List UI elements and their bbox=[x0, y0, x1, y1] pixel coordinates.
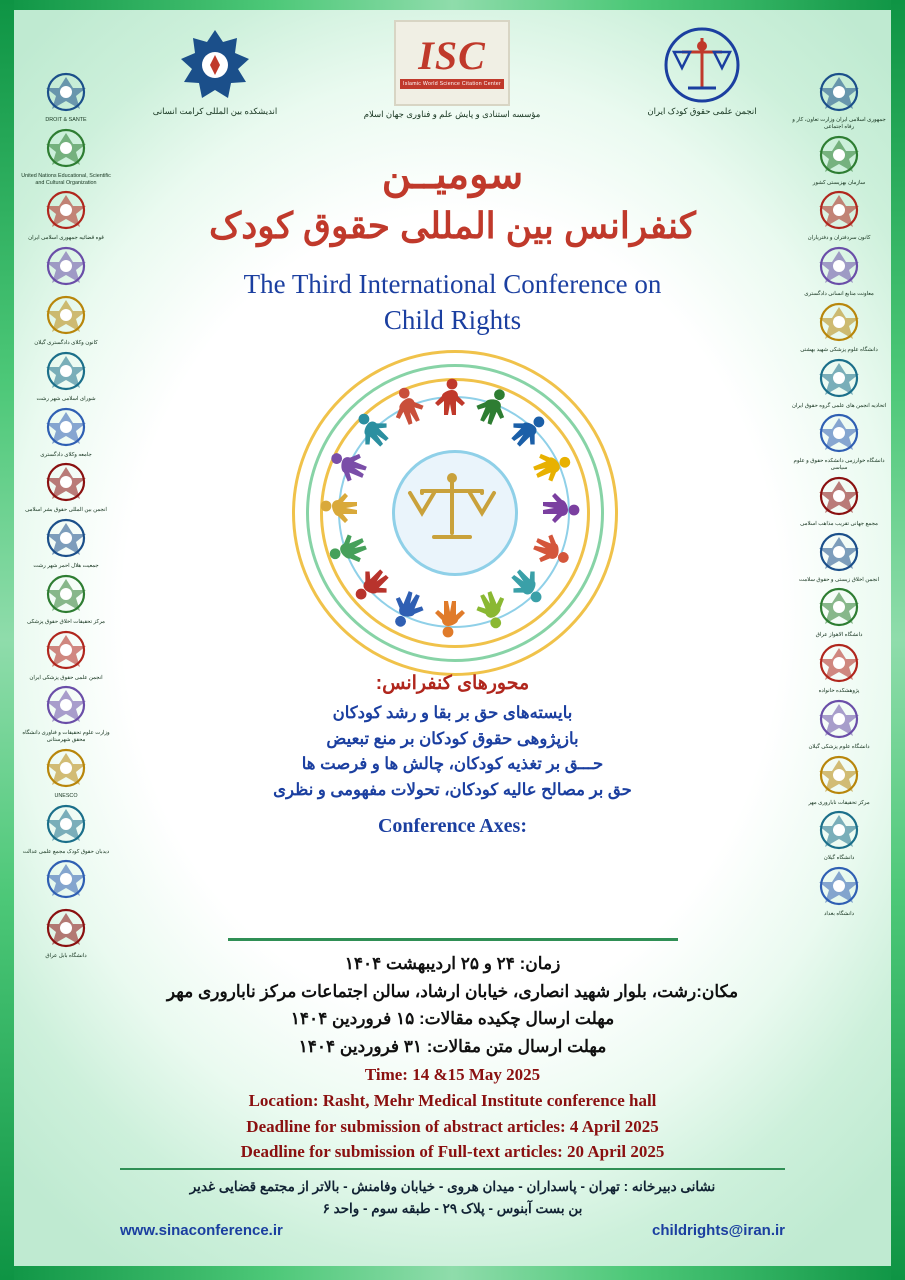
abstract-deadline-en: Deadline for submission of abstract articles: 4 April 2025 bbox=[246, 1116, 659, 1136]
child-figure-icon bbox=[319, 489, 357, 527]
email-link[interactable]: childrights@iran.ir bbox=[652, 1222, 785, 1239]
left-logo-14-caption: دیدبان حقوق کودک مجمع علمی عدالت bbox=[22, 848, 110, 855]
right-logo-5-caption: دانشگاه علوم پزشکی شهید بهشتی bbox=[800, 346, 878, 353]
axes-title-fa: محورهای کنفرانس: bbox=[375, 673, 530, 694]
event-location-fa: مکان:رشت، بلوار شهید انصاری، خیابان ارشاد، سالن اجتماعات مرکز ناباروری مهر bbox=[166, 981, 739, 1001]
red-crescent-icon bbox=[40, 516, 92, 562]
right-logo-12-caption: دانشگاه علوم پزشکی گیلان bbox=[808, 743, 870, 750]
header-logos bbox=[120, 20, 785, 140]
scales-book-icon bbox=[40, 857, 92, 903]
right-logo-11-caption: پژوهشکده خانواده bbox=[818, 688, 860, 694]
right-logo-10-caption: دانشگاه الاهواز عراق bbox=[815, 632, 863, 639]
address-line-2: بن بست آبنوس - پلاک ۲۹ - طبقه سوم - واحد ۶ bbox=[322, 1200, 583, 1216]
header-logo-isc-caption: مؤسسه استنادی و پایش علم و فناوری جهان اسلام bbox=[363, 109, 541, 119]
header-logo-3 bbox=[607, 24, 797, 117]
event-info-en bbox=[0, 1062, 905, 1165]
abstract-deadline-fa: مهلت ارسال چکیده مقالات: ۱۵ فروردین ۱۴۰۴ bbox=[290, 1009, 615, 1029]
left-logo-12-caption: وزارت علوم تحقیقات و فناوری دانشگاه محقق شهرستانی bbox=[22, 730, 110, 743]
calligraphy-emblem-icon bbox=[40, 405, 92, 451]
right-logo-7-caption: دانشگاه خوارزمی دانشکده حقوق و علوم سیاسی bbox=[793, 458, 885, 471]
right-logo-8-caption: مجمع جهانی تقریب مذاهب اسلامی bbox=[800, 520, 878, 527]
isc-logo-text: ISC bbox=[418, 33, 486, 78]
axes-item-1: بایسته‌های حق بر بقا و رشد کودکان bbox=[332, 704, 573, 722]
star-medallion-icon bbox=[120, 24, 310, 106]
event-info-fa bbox=[0, 950, 905, 1060]
right-logo-2-caption: سازمان بهزیستی کشور bbox=[812, 179, 866, 186]
knot-emblem-icon bbox=[40, 460, 92, 506]
website-link[interactable]: www.sinaconference.ir bbox=[120, 1222, 283, 1239]
child-figure-icon bbox=[431, 377, 469, 415]
header-logo-isc bbox=[357, 20, 547, 120]
axes-title-en: Conference Axes: bbox=[377, 815, 528, 838]
page-title-en-line2: Child Rights bbox=[383, 305, 522, 336]
right-logo-1-caption: جمهوری اسلامی ایران وزارت تعاون، کار و رفاه اجتماعی bbox=[792, 117, 886, 130]
university-babil-icon bbox=[40, 906, 92, 952]
wave-emblem-icon bbox=[813, 530, 865, 576]
right-logo-6 bbox=[789, 356, 889, 410]
axes-item-3: حـــق بر تغذیه کودکان، چالش ها و فرصت ها bbox=[301, 755, 604, 774]
axes-item-2: بازپژوهی حقوق کودکان بر منع تبعیض bbox=[326, 729, 579, 748]
right-logo-3-caption: کانون سردفتران و دفتریاران bbox=[807, 235, 871, 242]
scales-emblem-icon bbox=[607, 24, 797, 106]
scales-of-justice-icon bbox=[392, 455, 512, 565]
fulltext-deadline-en: Deadline for submission of Full-text articles: 20 April 2025 bbox=[240, 1142, 665, 1162]
arch-emblem-icon bbox=[813, 411, 865, 457]
right-logo-1 bbox=[789, 70, 889, 131]
left-logo-10 bbox=[16, 572, 116, 626]
left-logo-1-caption: DROIT & SANTE bbox=[45, 117, 87, 123]
section-divider bbox=[228, 938, 678, 941]
conference-emblem bbox=[282, 345, 622, 675]
fulltext-deadline-fa: مهلت ارسال متن مقالات: ۳۱ فروردین ۱۴۰۴ bbox=[298, 1036, 607, 1056]
frame-top bbox=[0, 0, 905, 10]
left-logo-15 bbox=[16, 857, 116, 904]
conference-axes-block bbox=[0, 672, 905, 838]
page-title-en bbox=[0, 266, 905, 339]
left-logo-16-caption: دانشگاه بابل عراق bbox=[45, 953, 87, 960]
tree-emblem-icon bbox=[813, 585, 865, 631]
left-logo-9-caption: جمعیت هلال احمر شهر رشت bbox=[33, 563, 99, 569]
header-logo-1-caption: اندیشکده بین المللی کرامت انسانی bbox=[152, 106, 278, 116]
left-logo-7-caption: جامعه وکلای دادگستری bbox=[40, 451, 92, 458]
header-logo-1 bbox=[120, 24, 310, 117]
droit-sante-logo-icon bbox=[40, 70, 92, 116]
right-logo-7 bbox=[789, 411, 889, 472]
event-time-en: Time: 14 &15 May 2025 bbox=[364, 1065, 541, 1084]
bird-emblem-icon bbox=[40, 349, 92, 395]
page-title-fa-line1: سومیــن bbox=[381, 153, 524, 197]
right-logo-15-caption: دانشگاه بغداد bbox=[824, 911, 854, 917]
left-logo-13-caption: UNESCO bbox=[54, 792, 78, 799]
frame-bottom bbox=[0, 1266, 905, 1280]
right-logo-10 bbox=[789, 585, 889, 639]
child-figure-icon bbox=[431, 601, 469, 639]
event-location-en: Location: Rasht, Mehr Medical Institute conference hall bbox=[248, 1090, 657, 1110]
left-logo-2-caption: United Nations Educational, Scientific and Cultural Organization bbox=[21, 172, 111, 186]
blue-tile-icon bbox=[813, 356, 865, 402]
isc-logo-subtitle: Islamic World Science Citation Center bbox=[400, 79, 504, 89]
iran-emblem-icon bbox=[813, 70, 865, 116]
left-logo-11-caption: انجمن علمی حقوق پزشکی ایران bbox=[29, 674, 103, 681]
right-logo-8 bbox=[789, 474, 889, 528]
event-time-fa: زمان: ۲۴ و ۲۵ اردیبهشت ۱۴۰۴ bbox=[344, 954, 561, 973]
left-logo-5-caption: کانون وکلای دادگستری گیلان bbox=[34, 340, 98, 346]
left-logo-9 bbox=[16, 516, 116, 570]
page-title-en-line1: The Third International Conference on bbox=[243, 269, 662, 299]
medical-law-emblem-icon bbox=[40, 628, 92, 674]
left-logo-6 bbox=[16, 349, 116, 403]
secretariat-address bbox=[0, 1176, 905, 1219]
footer-links bbox=[120, 1222, 785, 1239]
page-title-fa-line2: کنفرانس بین المللی حقوق کودک bbox=[209, 205, 696, 246]
circular-emblem-icon bbox=[40, 572, 92, 618]
right-logo-6-caption: اتحادیه انجمن های علمی گروه حقوق ایران bbox=[791, 402, 887, 409]
left-logo-8-caption: انجمن بین المللی حقوق بشر اسلامی bbox=[25, 507, 107, 514]
isc-logo-icon bbox=[394, 20, 510, 106]
axes-item-4: حق بر مصالح عالیه کودکان، تحولات مفهومی و نظری bbox=[273, 780, 632, 799]
left-logo-1 bbox=[16, 70, 116, 124]
footer-divider bbox=[120, 1168, 785, 1170]
header-logo-3-caption: انجمن علمی حقوق کودک ایران bbox=[647, 106, 757, 116]
left-logo-6-caption: شورای اسلامی شهر رشت bbox=[36, 395, 96, 402]
baghdad-university-icon bbox=[813, 864, 865, 910]
right-logo-4-caption: معاونت منابع انسانی دادگستری bbox=[804, 291, 874, 297]
left-logo-8 bbox=[16, 460, 116, 514]
address-line-1: نشانی دبیرخانه : تهران - پاسداران - میدان هروی - خیابان وفامنش - بالاتر از مجتمع قضایی غدیر bbox=[189, 1179, 716, 1194]
child-figure-icon bbox=[543, 489, 581, 527]
right-logo-9 bbox=[789, 530, 889, 584]
right-logo-14-caption: دانشگاه گیلان bbox=[823, 855, 855, 862]
left-logo-3-caption: قوه قضائیه جمهوری اسلامی ایران bbox=[28, 235, 104, 242]
right-logo-9-caption: انجمن اخلاق زیستی و حقوق سلامت bbox=[799, 576, 879, 583]
book-green-icon bbox=[813, 474, 865, 520]
left-logo-10-caption: مرکز تحقیقات اخلاق حقوق پزشکی bbox=[27, 618, 105, 625]
left-logo-7 bbox=[16, 405, 116, 459]
right-logo-13-caption: مرکز تحقیقات ناباروری مهر bbox=[808, 799, 870, 806]
right-logo-15 bbox=[789, 864, 889, 918]
